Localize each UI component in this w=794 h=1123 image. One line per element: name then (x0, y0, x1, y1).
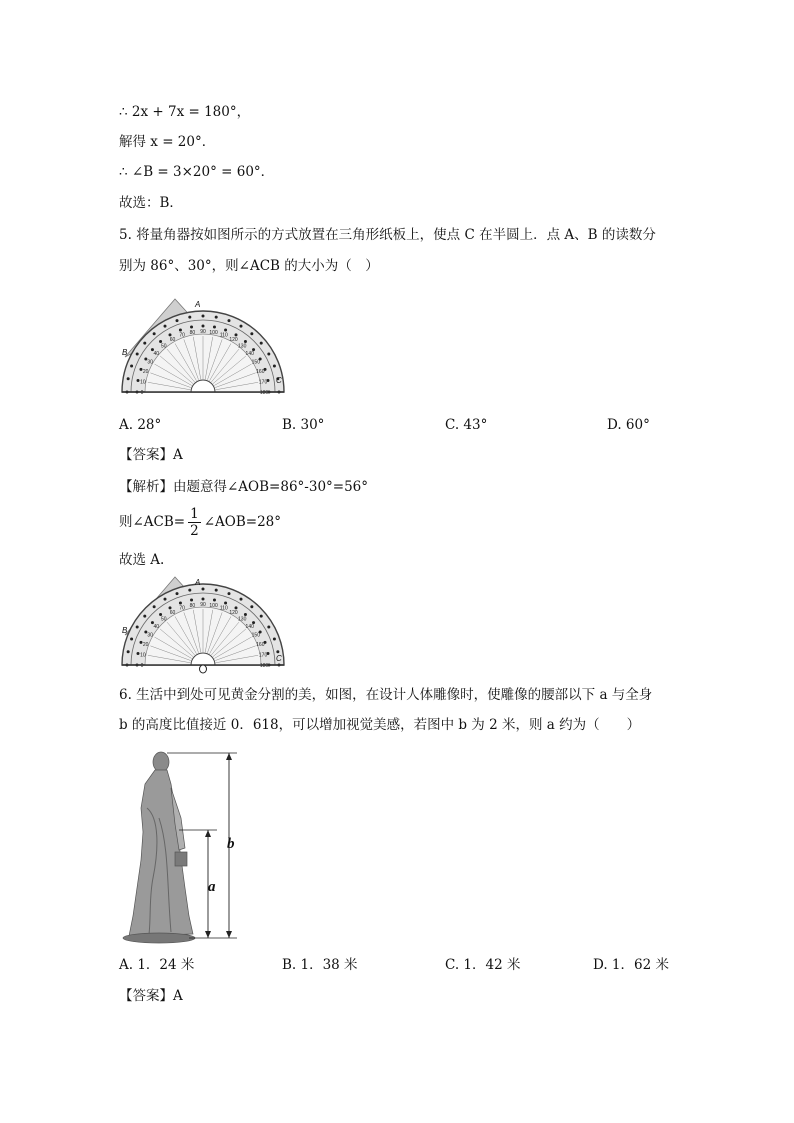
protractor-dot (190, 326, 193, 329)
protractor-dot (188, 316, 191, 319)
label-C: C (276, 654, 282, 663)
protractor-tick-label: 30 (147, 359, 153, 366)
analysis-suffix: ∠AOB=28° (203, 514, 282, 530)
protractor-tick-label: 100 (209, 329, 218, 336)
protractor-dot (215, 589, 218, 592)
protractor-dot (273, 638, 276, 641)
protractor-dot (136, 353, 139, 356)
q6-option-d: D. 1．62 米 (593, 957, 669, 973)
q5-protractor-figure (117, 295, 287, 397)
protractor-dot (169, 606, 172, 609)
protractor-dot (227, 592, 230, 595)
protractor-dot (130, 365, 133, 368)
q5-option-d: D. 60° (607, 417, 650, 433)
protractor-dot (235, 333, 238, 336)
protractor-tick-label: 10 (140, 379, 146, 386)
protractor-dot (260, 615, 263, 618)
protractor-dot (143, 342, 146, 345)
q6-answer: 【答案】A (119, 988, 183, 1004)
protractor-dot (202, 598, 205, 601)
protractor-tick-label: 80 (189, 602, 196, 609)
protractor-dot (240, 598, 243, 601)
fraction-numerator: 1 (190, 506, 199, 522)
protractor-dot (164, 598, 167, 601)
q6-option-b: B. 1．38 米 (282, 957, 358, 973)
protractor-tick-label: 140 (245, 350, 254, 357)
protractor-dot (130, 638, 133, 641)
protractor-tick-label: 140 (245, 623, 254, 630)
protractor-tick-label: 30 (147, 632, 153, 639)
protractor-dot (213, 326, 216, 329)
analysis-prefix: 则∠ACB= (119, 514, 186, 530)
q5-stem-line-2: 别为 86°、30°，则∠ACB 的大小为（ ） (119, 258, 379, 274)
protractor-dot (176, 319, 179, 322)
q5-answer: 【答案】A (119, 447, 183, 463)
protractor-dot (169, 333, 172, 336)
protractor-tick-label: 90 (200, 602, 206, 608)
q5-analysis-line-2 (119, 506, 281, 539)
protractor-dot (224, 601, 227, 604)
protractor-tick-label: 150 (251, 359, 260, 366)
protractor-tick-label: 130 (238, 343, 247, 350)
q6-stem-line-2: b 的高度比值接近 0．618，可以增加视觉美感，若图中 b 为 2 米，则 a 约为（ ） (119, 717, 641, 733)
protractor-dot (153, 605, 156, 608)
protractor-dot (137, 379, 140, 382)
protractor-tick-label: 120 (229, 610, 238, 617)
label-B: B (122, 348, 128, 357)
protractor-dot (188, 589, 191, 592)
fraction-denominator: 2 (190, 523, 199, 539)
statue-silhouette (123, 752, 195, 943)
protractor-tick-label: 70 (179, 605, 185, 612)
protractor-tick-label: 20 (142, 369, 149, 376)
protractor-dot (179, 328, 182, 331)
solution-line-1: ∴ 2x + 7x = 180°， (119, 104, 251, 120)
protractor-dot (202, 315, 205, 318)
protractor-dot (250, 605, 253, 608)
protractor-tick-label: 50 (161, 616, 167, 623)
protractor-tick-label: 100 (209, 602, 218, 609)
label-b: b (227, 836, 235, 852)
q6-stem-line-1: 6. 生活中到处可见黄金分割的美，如图，在设计人体雕像时，使雕像的腰部以下 a 与全身 (119, 687, 653, 703)
q5-analysis-line-3: 故选 A. (119, 552, 165, 568)
protractor-dot (240, 325, 243, 328)
protractor-tick-label: 160 (256, 642, 265, 649)
q6-option-a: A. 1．24 米 (119, 957, 195, 973)
label-a: a (208, 879, 216, 895)
protractor-dot (202, 325, 205, 328)
protractor-dot (176, 592, 179, 595)
protractor-dot (137, 652, 140, 655)
protractor-dot (273, 365, 276, 368)
protractor-dot (235, 606, 238, 609)
protractor-dot (127, 650, 130, 653)
protractor-tick-label: 0 (140, 663, 144, 669)
q6-option-c: C. 1．42 米 (445, 957, 521, 973)
protractor-dot (164, 325, 167, 328)
protractor-dot (224, 328, 227, 331)
protractor-dot (250, 332, 253, 335)
label-B: B (122, 626, 128, 635)
solution-line-3: ∴ ∠B = 3×20° = 60°． (119, 164, 275, 180)
solution-line-2: 解得 x = 20°． (119, 134, 216, 150)
protractor-tick-label: 40 (153, 350, 160, 357)
protractor-tick-label: 130 (238, 616, 247, 623)
protractor-tick-label: 170 (258, 379, 268, 386)
q6-statue-figure (119, 748, 249, 946)
q5-analysis-line-1: 【解析】由题意得∠AOB=86°-30°=56° (119, 479, 369, 495)
protractor-tick-label: 60 (169, 610, 176, 617)
protractor-tick-label: 40 (153, 623, 160, 630)
protractor-tick-label: 120 (229, 337, 238, 344)
protractor-dot (213, 599, 216, 602)
protractor-dot (267, 353, 270, 356)
q5-option-b: B. 30° (282, 417, 325, 433)
protractor-tick-label: 110 (219, 605, 228, 612)
fraction-one-half (188, 506, 201, 539)
protractor-tick-label: 110 (219, 332, 228, 339)
protractor-tick-label: 160 (256, 369, 265, 376)
protractor-tick-label: 180 (259, 663, 269, 669)
label-A: A (195, 300, 201, 309)
protractor-dot (267, 626, 270, 629)
label-A: A (195, 578, 201, 587)
protractor-dot (127, 377, 130, 380)
q5-option-c: C. 43° (445, 417, 488, 433)
protractor-dot (143, 615, 146, 618)
protractor-tick-label: 180 (259, 390, 269, 396)
protractor-dot (190, 599, 193, 602)
protractor-dot (276, 650, 279, 653)
protractor-tick-label: 60 (169, 337, 176, 344)
protractor-tick-label: 10 (140, 652, 146, 659)
q5-stem-line-1: 5. 将量角器按如图所示的方式放置在三角形纸板上，使点 C 在半圆上．点 A、B 的读数分 (119, 227, 656, 243)
protractor-tick-label: 80 (189, 329, 196, 336)
protractor-tick-label: 70 (179, 332, 185, 339)
protractor-tick-label: 50 (161, 343, 167, 350)
protractor-tick-label: 150 (251, 632, 260, 639)
protractor-tick-label: 90 (200, 329, 206, 335)
protractor-dot (260, 342, 263, 345)
protractor-tick-label: 170 (258, 652, 268, 659)
label-C: C (276, 376, 282, 385)
protractor-dot (202, 588, 205, 591)
solution-line-4: 故选：B． (119, 195, 183, 211)
q5-option-a: A. 28° (119, 417, 162, 433)
protractor-tick-label: 20 (142, 642, 149, 649)
q5-protractor-figure-2 (117, 573, 287, 675)
protractor-dot (179, 601, 182, 604)
protractor-dot (153, 332, 156, 335)
protractor-dot (227, 319, 230, 322)
protractor-dot (136, 626, 139, 629)
protractor-tick-label: 0 (140, 390, 144, 396)
protractor-dot (215, 316, 218, 319)
center-point-O (200, 665, 207, 673)
